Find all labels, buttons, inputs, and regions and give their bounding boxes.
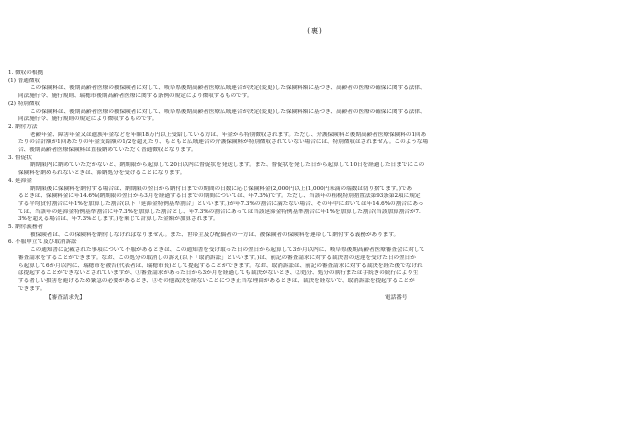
notice-line: たりの合計額が1回あたりの年金支給額の1/2を超えたり、もともと広域連合の介護保険料が特別徴収されていない場合には、特別徴収はされません。このような場 <box>18 139 429 146</box>
notice-line: 老齢年金、障害年金又は遺族年金などを年額18万円以上受給している方は、年金から特別徴収されます。ただし、介護保険料と後期高齢者医療保険料の1回あ <box>30 131 427 138</box>
notice-line: する平均貸付割合に年1%を加算した割合(以下「延滞金特例基準割合」といいます。)が年7.3%の割合に満たない場合、その年中においては年14.6%の割合にあっ <box>18 200 424 207</box>
notice-line: 3. 督促状 <box>8 154 32 161</box>
notice-line: 5. 納付義務者 <box>8 224 44 231</box>
notice-lines <box>8 70 626 293</box>
notice-line: 保険料を納められないときは、滞納処分を受けることになります。 <box>18 170 186 177</box>
notice-line: 審査請求をすることができます。なお、この処分の取消しの訴え(以下「取消訴訟」といいます。)は、前記の審査請求に対する裁決書の送達を受けた日の翌日か <box>18 254 416 261</box>
notice-line: この通知書に記載された事項について不服があるときは、この通知書を受け取った日の翌日から起算して3か月以内に、岐阜県後期高齢者医療審査会に対して <box>30 247 426 254</box>
notice-line: ば提起することができないとされていますが、①審査請求があった日から3か月を経過しても裁決がないとき、②処分、処分の執行または手続きの続行により生 <box>18 270 419 277</box>
notice-line: ら起算して6か月以内に、瑞穂市を被告(代表者は、瑞穂市長)として提起することができます。なお、取消訴訟は、前記の審査請求に対する裁決を経た後でなけれ <box>18 262 423 269</box>
notice-line: 3%を超える場合は、年7.3%とします。)を乗じて計算した金額が加算されます。 <box>18 216 219 223</box>
notice-line: この保険料は、後期高齢者医療の被保険者に対して、岐阜県後期高齢者医療広域連合が決定(変更)した保険料額に基づき、高齢者の医療の確保に関する法律、 <box>30 85 426 92</box>
notice-line: ては、当該年の延滞金特例基準割合に年7.3%を加算した割合とし、年7.3%の割合にあっては当該延滞金特例基準割合に年1%を加算した割合(当該加算割合が7. <box>18 208 421 215</box>
notice-line: 納期限内に納めていただかないと、納期限から起算して20日以内に督促状を発送します。また、督促状を発した日から起算して10日を経過した日までにこの <box>30 162 425 169</box>
notice-body <box>8 70 626 303</box>
notice-line: ずる著しい損害を避けるため緊急の必要があるとき、③その他裁決を経ないことにつき正当な理由があるときは、裁決を経ないで、取消訴訟を提起することが <box>18 277 415 284</box>
notice-line: (2) 特別徴収 <box>8 100 41 107</box>
notice-line: 被保険者は、この保険料を納付しなければなりません。また、世帯主及び配偶者の一方は、被保険者の保険料を連帯して納付する義務があります。 <box>30 231 400 238</box>
notice-line: 2. 納付方法 <box>8 123 38 130</box>
notice-line: 1. 徴収の根拠 <box>8 70 44 76</box>
notice-line: 納期限後に保険料を納付する場合は、納期限の翌日から納付日までの期間の日数に応じ保険料金(2,000円以上(1,000円未満の端数は切り捨てます。)であ <box>30 185 413 192</box>
notice-line: 4. 延滞金 <box>8 177 32 184</box>
notice-line: るときは、保険料金に年14.6%(納期限の翌日から3月を経過する日までの期間については、年7.3%)です。ただし、当該年の租税特別措置法第93条第2項に規定 <box>18 193 421 200</box>
notice-line: (1) 普通徴収 <box>8 77 41 84</box>
notice-footer <box>8 295 626 303</box>
review-request-label: 【審査請求先】 <box>46 295 86 302</box>
notice-line: 6. 不服申立て及び取消訴訟 <box>8 239 77 246</box>
notice-line: できます。 <box>18 285 46 292</box>
notice-line: この保険料は、後期高齢者医療の被保険者に対して、岐阜県後期高齢者医療広域連合が決定(変更)した保険料額に基づき、高齢者の医療の確保に関する法律、 <box>30 108 426 115</box>
page-title: (裏) <box>307 27 323 35</box>
notice-line: 合、後期高齢者医療保険料は直接納めていただく普通徴収となります。 <box>18 147 197 154</box>
notice-line: 同法施行令、施行規則、瑞穂市後期高齢者医療に関する条例の規定により徴収するものです。 <box>18 93 253 100</box>
notice-line: 同法施行令、施行規則の規定により徴収するものです。 <box>18 116 158 123</box>
phone-number-label: 電話番号 <box>385 295 408 302</box>
